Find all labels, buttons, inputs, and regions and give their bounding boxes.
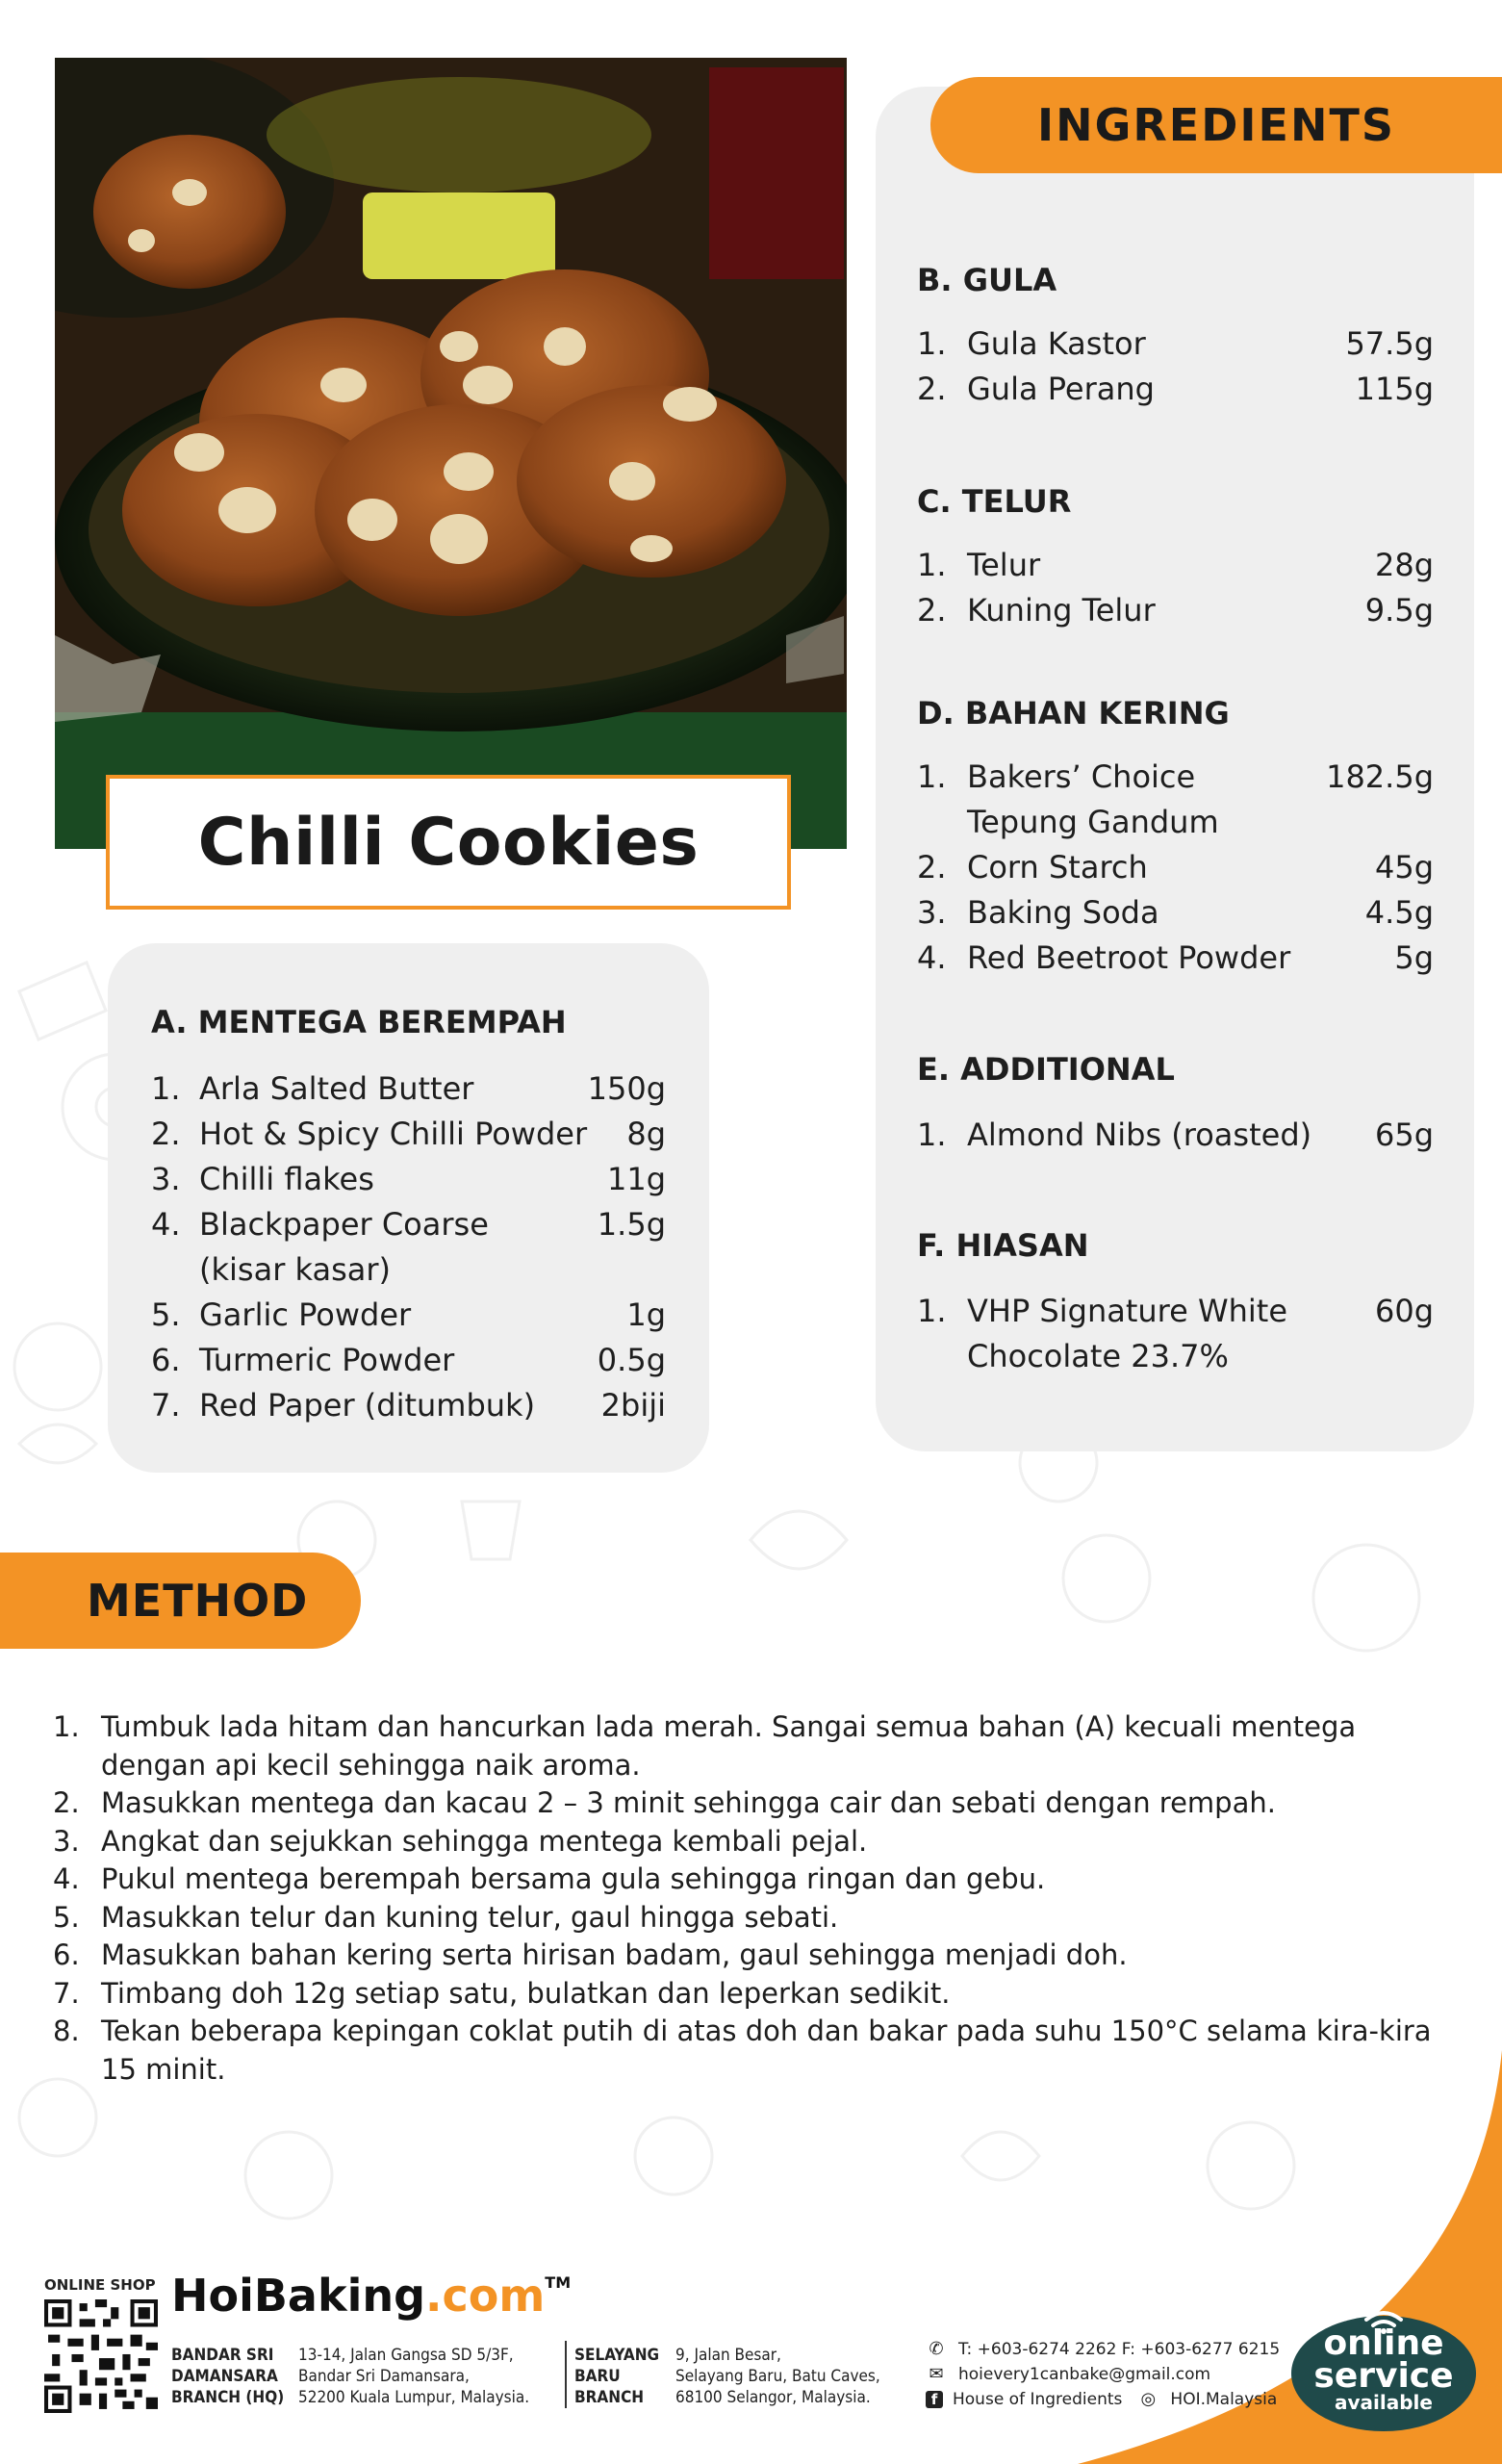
item-qty: 9.5g	[1364, 592, 1434, 629]
address-line: 9, Jalan Besar,	[675, 2346, 781, 2365]
step-text: Masukkan bahan kering serta hirisan badam, gaul sehingga menjadi doh.	[101, 1938, 1128, 1971]
branch-label-line: DAMANSARA	[171, 2367, 278, 2386]
item-qty: 182.5g	[1326, 758, 1434, 795]
step-number: 5.	[53, 1900, 80, 1934]
badge-line3: available	[1335, 2391, 1433, 2414]
brand-logo[interactable]	[171, 2270, 571, 2322]
step-text: Tekan beberapa kepingan coklat putih di atas doh dan bakar pada suhu 150°C selama kira-kira 15 minit.	[101, 2015, 1432, 2086]
item-number: 1.	[151, 1070, 181, 1107]
branch-selayang-label	[574, 2345, 659, 2408]
item-name: Turmeric Powder	[199, 1342, 455, 1378]
facebook-text[interactable]: House of Ingredients	[953, 2389, 1123, 2409]
item-qty: 28g	[1374, 547, 1434, 583]
method-heading: METHOD	[87, 1575, 309, 1627]
item-qty: 45g	[1374, 849, 1434, 886]
address-line: 52200 Kuala Lumpur, Malaysia.	[298, 2388, 530, 2407]
item-number: 1.	[917, 1116, 947, 1153]
item-number: 6.	[151, 1342, 181, 1378]
brand-tld: .com	[425, 2270, 546, 2322]
facebook-icon[interactable]: f	[926, 2391, 943, 2408]
contact-phone[interactable]	[926, 2339, 1280, 2359]
instagram-icon[interactable]: ◎	[1140, 2389, 1157, 2409]
phone-icon: ✆	[929, 2339, 944, 2359]
item-qty: 11g	[606, 1161, 666, 1197]
step-number: 4.	[53, 1862, 80, 1895]
section-heading-d: D. BAHAN KERING	[917, 695, 1230, 732]
item-number: 7.	[151, 1387, 181, 1424]
email-icon: ✉	[929, 2364, 944, 2384]
badge-line1: online	[1323, 2323, 1444, 2363]
item-number: 2.	[151, 1116, 181, 1152]
footer-divider	[565, 2341, 567, 2408]
item-name: VHP Signature White	[967, 1293, 1288, 1329]
qr-code-icon[interactable]	[44, 2299, 158, 2413]
address-line: Selayang Baru, Batu Caves,	[675, 2367, 880, 2386]
badge-text	[1289, 2323, 1478, 2396]
step-text: Pukul mentega berempah bersama gula sehingga ringan dan gebu.	[101, 1862, 1046, 1895]
step-number: 8.	[53, 2015, 80, 2047]
item-number: 2.	[917, 371, 947, 407]
branch-selayang-address	[675, 2345, 880, 2408]
item-name: Gula Kastor	[967, 325, 1146, 362]
step-number: 6.	[53, 1938, 80, 1971]
step-number: 2.	[53, 1786, 80, 1819]
item-name: Gula Perang	[967, 371, 1155, 407]
item-name: Kuning Telur	[967, 592, 1156, 629]
item-name: Blackpaper Coarse	[199, 1206, 489, 1243]
address-line: 68100 Selangor, Malaysia.	[675, 2388, 871, 2407]
item-qty: 8g	[626, 1116, 666, 1152]
item-name: Bakers’ Choice	[967, 758, 1196, 795]
branch-label-line: BANDAR SRI	[171, 2346, 274, 2365]
branch-hq-label	[171, 2345, 284, 2408]
item-qty: 0.5g	[597, 1342, 666, 1378]
contact-email[interactable]	[926, 2364, 1210, 2384]
item-name: Red Beetroot Powder	[967, 939, 1291, 976]
brand-main: HoiBaking	[171, 2270, 426, 2322]
item-name: Arla Salted Butter	[199, 1070, 474, 1107]
item-qty: 60g	[1374, 1293, 1434, 1329]
step-number: 3.	[53, 1824, 80, 1858]
item-name: Garlic Powder	[199, 1296, 412, 1333]
badge-line2: service	[1313, 2356, 1454, 2396]
branch-label-line: SELAYANG	[574, 2346, 660, 2365]
item-qty: 4.5g	[1364, 894, 1434, 931]
address-line: Bandar Sri Damansara,	[298, 2367, 470, 2386]
item-name: Almond Nibs (roasted)	[967, 1116, 1312, 1153]
item-name: Baking Soda	[967, 894, 1159, 931]
item-number: 1.	[917, 1293, 947, 1329]
item-qty: 1g	[626, 1296, 666, 1333]
phone-text: T: +603-6274 2262 F: +603-6277 6215	[958, 2339, 1281, 2359]
item-name-line2: Tepung Gandum	[967, 804, 1219, 840]
section-heading-a: A. MENTEGA BEREMPAH	[151, 1004, 567, 1040]
item-name: Telur	[967, 547, 1041, 583]
contact-social	[926, 2389, 1277, 2409]
item-number: 1.	[917, 547, 947, 583]
item-number: 4.	[151, 1206, 181, 1243]
item-name-line2: (kisar kasar)	[199, 1251, 392, 1288]
section-heading-e: E. ADDITIONAL	[917, 1051, 1175, 1088]
item-qty: 1.5g	[597, 1206, 666, 1243]
recipe-title: Chilli Cookies	[197, 804, 700, 881]
branch-label-line: BRANCH (HQ)	[171, 2388, 285, 2407]
item-number: 2.	[917, 592, 947, 629]
step-text: Masukkan mentega dan kacau 2 – 3 minit sehingga cair dan sebati dengan rempah.	[101, 1786, 1276, 1819]
item-qty: 150g	[587, 1070, 666, 1107]
section-heading-f: F. HIASAN	[917, 1227, 1089, 1264]
item-name: Red Paper (ditumbuk)	[199, 1387, 536, 1424]
item-number: 2.	[917, 849, 947, 886]
item-qty: 115g	[1355, 371, 1434, 407]
item-name-line2: Chocolate 23.7%	[967, 1338, 1229, 1374]
item-number: 1.	[917, 325, 947, 362]
item-number: 3.	[151, 1161, 181, 1197]
item-number: 1.	[917, 758, 947, 795]
item-name: Hot & Spicy Chilli Powder	[199, 1116, 588, 1152]
item-qty: 65g	[1374, 1116, 1434, 1153]
item-name: Corn Starch	[967, 849, 1148, 886]
item-qty: 2biji	[600, 1387, 666, 1424]
item-number: 4.	[917, 939, 947, 976]
item-number: 3.	[917, 894, 947, 931]
section-heading-c: C. TELUR	[917, 483, 1072, 520]
step-text: Tumbuk lada hitam dan hancurkan lada merah. Sangai semua bahan (A) kecuali mentega dengan api kecil sehingga naik aroma.	[101, 1710, 1357, 1782]
instagram-text[interactable]: HOI.Malaysia	[1170, 2389, 1278, 2409]
branch-hq-address	[298, 2345, 529, 2408]
step-text: Masukkan telur dan kuning telur, gaul hingga sebati.	[101, 1900, 839, 1934]
branch-label-line: BARU	[574, 2367, 621, 2386]
online-shop-label: ONLINE SHOP	[44, 2276, 156, 2294]
email-text: hoievery1canbake@gmail.com	[958, 2364, 1211, 2384]
step-number: 7.	[53, 1976, 80, 2010]
step-text: Angkat dan sejukkan sehingga mentega kembali pejal.	[101, 1824, 868, 1858]
item-qty: 5g	[1394, 939, 1434, 976]
item-qty: 57.5g	[1345, 325, 1434, 362]
item-name: Chilli flakes	[199, 1161, 374, 1197]
ingredients-heading: INGREDIENTS	[1037, 99, 1395, 151]
section-heading-b: B. GULA	[917, 262, 1057, 298]
step-number: 1.	[53, 1710, 80, 1743]
item-number: 5.	[151, 1296, 181, 1333]
address-line: 13-14, Jalan Gangsa SD 5/3F,	[298, 2346, 514, 2365]
branch-label-line: BRANCH	[574, 2388, 645, 2407]
brand-tm: TM	[545, 2273, 572, 2292]
step-text: Timbang doh 12g setiap satu, bulatkan dan leperkan sedikit.	[101, 1976, 951, 2010]
